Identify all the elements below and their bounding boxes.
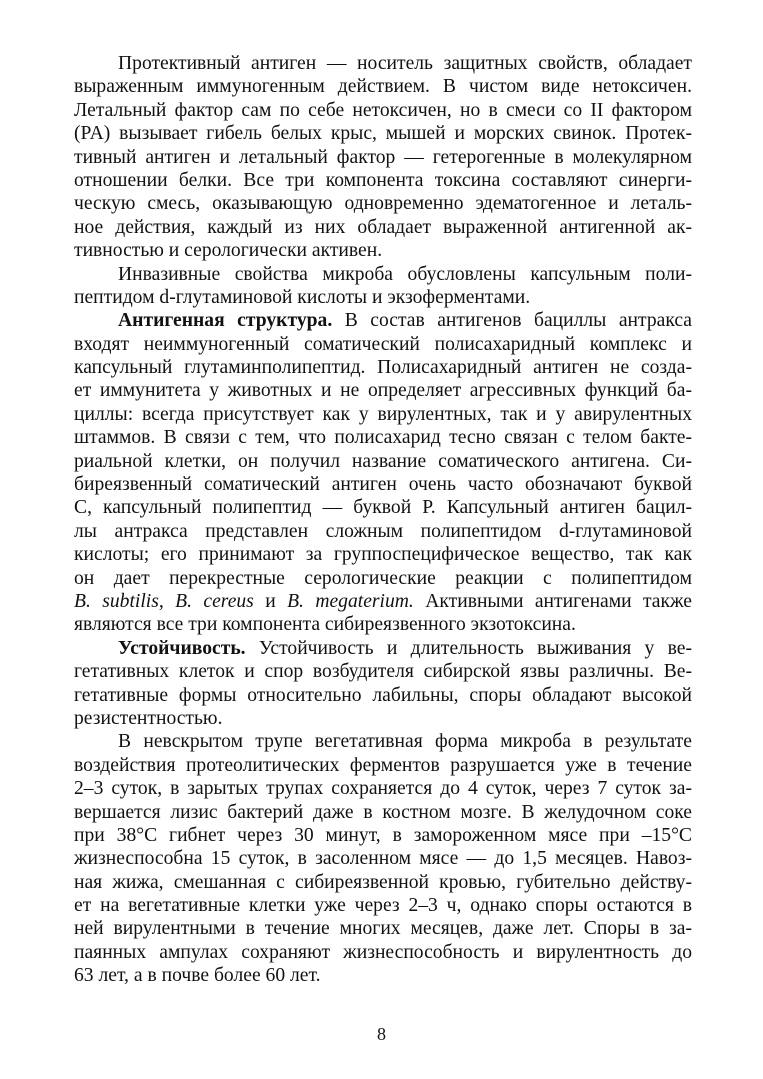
text-line: штаммов. В связи с тем, что полисахарид тесно связан с телом бакте- <box>74 427 692 449</box>
text-line: отношении белки. Все три компонента токсина составляют синерги- <box>74 169 692 191</box>
text-line: Протективный антиген — носитель защитных свойств, обладает <box>118 53 692 74</box>
text-line: циллы: всегда присутствует как у вирулентных, так и у авирулентных <box>74 403 692 425</box>
text-run: В состав антигенов бациллы антракса <box>332 310 692 332</box>
section-heading-antigenic-structure: Антигенная структура. <box>118 310 333 332</box>
paragraph-invasive-properties <box>74 263 692 310</box>
text-line: тивностью и серологически активен. <box>74 240 383 262</box>
text-line: кислоты; его принимают за группоспецифическое вещество, так как <box>74 544 692 566</box>
text-line: пептидом d-глутаминовой кислоты и экзоферментами. <box>74 286 531 308</box>
text-line: 2–3 суток, в зарытых трупах сохраняется до 4 суток, через 7 суток за- <box>74 778 692 800</box>
text-line: ная жижа, смешанная с сибиреязвенной кровью, губительно действу- <box>74 871 692 893</box>
text-run: Активными антигенами также <box>425 590 693 612</box>
text-line: ное действия, каждый из них обладает выраженной антигенной ак- <box>74 216 692 238</box>
text-line: тивный антиген и летальный фактор — гетерогенные в молекулярном <box>74 146 692 168</box>
text-line: при 38°С гибнет через 30 минут, в замороженном мясе при –15°С <box>74 824 692 846</box>
text-line: биреязвенный соматический антиген очень часто обозначают буквой <box>74 474 692 496</box>
text-line: паянных ампулах сохраняют жизнеспособность и вирулентность до <box>74 941 692 963</box>
section-heading-resistance: Устойчивость. <box>118 637 246 659</box>
text-line <box>74 637 692 660</box>
text-line: гетативные формы относительно лабильны, споры обладают высокой <box>74 684 692 706</box>
text-line: ней вирулентными в течение многих месяцев, даже лет. Споры в за- <box>74 918 692 940</box>
page-number: 8 <box>377 1024 386 1044</box>
text-line: резистентностью. <box>74 707 223 729</box>
text-run: и <box>265 590 276 612</box>
text-line: ческую смесь, оказывающую одновременно эдематогенное и леталь- <box>74 193 692 215</box>
text-line: капсульный глутаминполипептид. Полисахаридный антиген не созда- <box>74 357 692 379</box>
species-name: B. subtilis, <box>74 590 164 612</box>
text-run: Устойчивость и длительность выживания у ве- <box>245 637 692 659</box>
text-line-species <box>74 590 692 613</box>
text-line: Инвазивные свойства микроба обусловлены капсульным поли- <box>118 263 692 285</box>
species-name: B. megaterium. <box>287 590 414 612</box>
paragraph-resistance <box>74 637 692 731</box>
text-line: риальной клетки, он получил название соматического антигена. Си- <box>74 450 692 472</box>
text-line: вершается лизис бактерий даже в костном мозге. В желудочном соке <box>74 801 692 823</box>
text-line: 63 лет, а в почве более 60 лет. <box>74 965 321 987</box>
text-line: ет на вегетативные клетки уже через 2–3 ч, однако споры остаются в <box>74 895 692 917</box>
text-line <box>74 309 692 332</box>
text-line: С, капсульный полипептид — буквой Р. Капсульный антиген бацил- <box>74 497 692 519</box>
text-line: лы антракса представлен сложным полипептидом d-глутаминовой <box>74 520 692 542</box>
species-name: B. cereus <box>175 590 254 612</box>
text-line: воздействия протеолитических ферментов разрушается уже в течение <box>74 754 692 776</box>
paragraph-antigenic-structure <box>74 309 692 636</box>
text-line: ет иммунитета у животных и не определяет агрессивных функций ба- <box>74 380 692 402</box>
text-line: Летальный фактор сам по себе нетоксичен, но в смеси со II фактором <box>74 99 692 121</box>
paragraph-protective-antigen <box>74 52 692 263</box>
text-line: В невскрытом трупе вегетативная форма микроба в результате <box>118 731 692 753</box>
text-line: гетативных клеток и спор возбудителя сибирской язвы различны. Ве- <box>74 661 692 683</box>
text-line: жизнеспособна 15 суток, в засоленном мясе — до 1,5 месяцев. Навоз- <box>74 848 692 870</box>
text-line: он дает перекрестные серологические реакции с полипептидом <box>74 567 692 589</box>
document-page <box>74 52 692 988</box>
text-line: выраженным иммуногенным действием. В чистом виде нетоксичен. <box>74 76 692 98</box>
text-line: (PA) вызывает гибель белых крыс, мышей и морских свинок. Протек- <box>74 123 692 145</box>
text-line: являются все три компонента сибиреязвенного экзотоксина. <box>74 614 576 636</box>
paragraph-survival-in-corpse <box>74 730 692 987</box>
text-line: входят неиммуногенный соматический полисахаридный комплекс и <box>74 333 692 355</box>
